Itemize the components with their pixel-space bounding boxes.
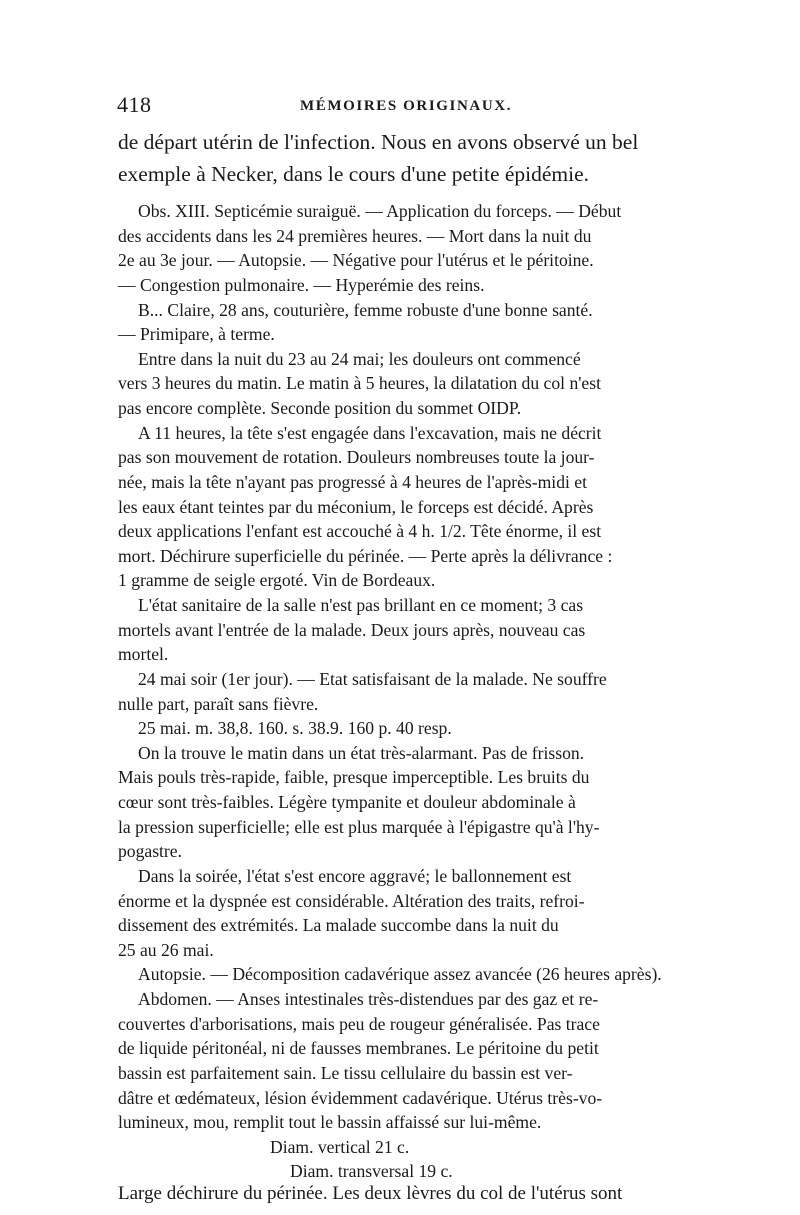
text-line: vers 3 heures du matin. Le matin à 5 heures, la dilatation du col n'est bbox=[118, 373, 601, 393]
text-line: 1 gramme de seigle ergoté. Vin de Bordeaux. bbox=[118, 570, 436, 590]
text-line: nulle part, paraît sans fièvre. bbox=[118, 694, 319, 714]
text-line: B... Claire, 28 ans, couturière, femme robuste d'une bonne santé. bbox=[138, 300, 593, 320]
text-line: L'état sanitaire de la salle n'est pas brillant en ce moment; 3 cas bbox=[138, 595, 584, 615]
text-line: Large déchirure du périnée. Les deux lèvres du col de l'utérus sont bbox=[118, 1183, 623, 1204]
text-line: pas encore complète. Seconde position du sommet OIDP. bbox=[118, 398, 522, 418]
page-header bbox=[117, 92, 677, 122]
text-line: cœur sont très-faibles. Légère tympanite et douleur abdominale à bbox=[118, 792, 576, 812]
text-line: Diam. vertical 21 c. bbox=[270, 1137, 410, 1157]
text-line: 24 mai soir (1er jour). — Etat satisfaisant de la malade. Ne souffre bbox=[138, 669, 607, 689]
text-line: Dans la soirée, l'état s'est encore aggravé; le ballonnement est bbox=[138, 866, 572, 886]
text-line: 25 au 26 mai. bbox=[118, 940, 214, 960]
text-line: pogastre. bbox=[118, 841, 183, 861]
page-number: 418 bbox=[117, 92, 152, 117]
running-head: MÉMOIRES ORIGINAUX. bbox=[300, 98, 513, 114]
text-line: énorme et la dyspnée est considérable. Altération des traits, refroi- bbox=[118, 891, 585, 911]
text-line: couvertes d'arborisations, mais peu de rougeur généralisée. Pas trace bbox=[118, 1014, 600, 1034]
text-line: — Primipare, à terme. bbox=[118, 324, 275, 344]
text-line: de départ utérin de l'infection. Nous en avons observé un bel bbox=[118, 130, 639, 154]
text-line: mortel. bbox=[118, 644, 169, 664]
text-line: de liquide péritonéal, ni de fausses membranes. Le péritoine du petit bbox=[118, 1038, 599, 1058]
text-line: Diam. transversal 19 c. bbox=[290, 1161, 453, 1181]
text-line: bassin est parfaitement sain. Le tissu cellulaire du bassin est ver- bbox=[118, 1063, 573, 1083]
text-line: Obs. XIII. Septicémie suraiguë. — Application du forceps. — Début bbox=[138, 201, 622, 221]
text-line: mortels avant l'entrée de la malade. Deux jours après, nouveau cas bbox=[118, 620, 586, 640]
text-line: des accidents dans les 24 premières heures. — Mort dans la nuit du bbox=[118, 226, 592, 246]
text-line: 2e au 3e jour. — Autopsie. — Négative pour l'utérus et le péritoine. bbox=[118, 250, 594, 270]
text-line: Mais pouls très-rapide, faible, presque imperceptible. Les bruits du bbox=[118, 767, 590, 787]
text-line: dâtre et œdémateux, lésion évidemment cadavérique. Utérus très-vo- bbox=[118, 1088, 603, 1108]
text-line: deux applications l'enfant est accouché à 4 h. 1/2. Tête énorme, il est bbox=[118, 521, 602, 541]
text-line: mort. Déchirure superficielle du périnée. — Perte après la délivrance : bbox=[118, 546, 613, 566]
text-line: Abdomen. — Anses intestinales très-distendues par des gaz et re- bbox=[138, 989, 599, 1009]
text-line: dissement des extrémités. La malade succombe dans la nuit du bbox=[118, 915, 559, 935]
text-line: A 11 heures, la tête s'est engagée dans l'excavation, mais ne décrit bbox=[138, 423, 602, 443]
text-line: Entre dans la nuit du 23 au 24 mai; les douleurs ont commencé bbox=[138, 349, 581, 369]
text-line: Autopsie. — Décomposition cadavérique assez avancée (26 heures après). bbox=[138, 964, 662, 984]
text-line: née, mais la tête n'ayant pas progressé à 4 heures de l'après-midi et bbox=[118, 472, 587, 492]
text-line: — Congestion pulmonaire. — Hyperémie des reins. bbox=[118, 275, 485, 295]
text-line: exemple à Necker, dans le cours d'une petite épidémie. bbox=[118, 162, 590, 186]
text-line: pas son mouvement de rotation. Douleurs nombreuses toute la jour- bbox=[118, 447, 595, 467]
text-line: les eaux étant teintes par du méconium, le forceps est décidé. Après bbox=[118, 497, 594, 517]
text-line: lumineux, mou, remplit tout le bassin affaissé sur lui-même. bbox=[118, 1112, 542, 1132]
text-line: la pression superficielle; elle est plus marquée à l'épigastre qu'à l'hy- bbox=[118, 817, 600, 837]
text-line: On la trouve le matin dans un état très-alarmant. Pas de frisson. bbox=[138, 743, 585, 763]
text-line: 25 mai. m. 38,8. 160. s. 38.9. 160 p. 40 resp. bbox=[138, 718, 452, 738]
